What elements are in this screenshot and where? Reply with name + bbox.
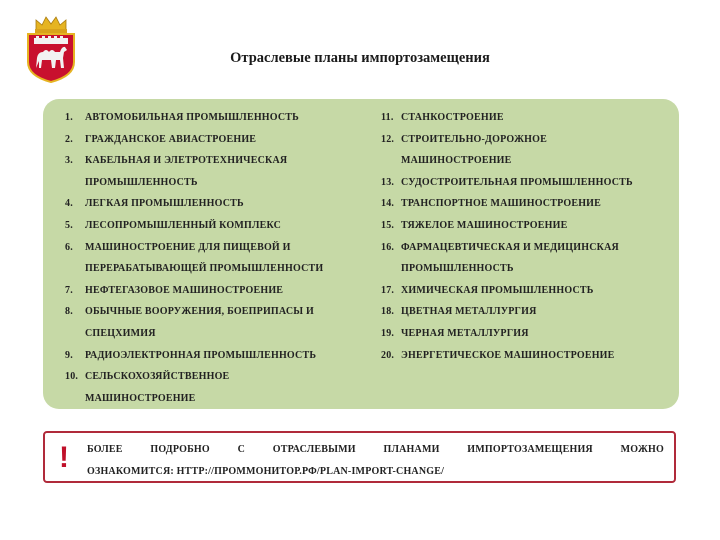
plan-item [65,129,383,151]
plan-item [381,215,681,237]
notice-box [43,431,676,483]
plan-item-label: АВТОМОБИЛЬНАЯ ПРОМЫШЛЕННОСТЬ [85,112,299,123]
plan-item-label: СТРОИТЕЛЬНО-ДОРОЖНОЕ МАШИНОСТРОЕНИЕ [401,133,548,167]
plan-item-number: 14. [381,198,395,210]
plan-item-label: ТРАНСПОРТНОЕ МАШИНОСТРОЕНИЕ [401,198,602,210]
plan-item-label: ТЯЖЕЛОЕ МАШИНОСТРОЕНИЕ [401,219,568,231]
plan-item [65,193,383,215]
plan-item [381,301,681,323]
plan-item-label: СТАНКОСТРОЕНИЕ [401,112,504,123]
plan-item [381,107,681,129]
plan-item-number: 16. [381,241,395,253]
plan-item-label: ЛЕГКАЯ ПРОМЫШЛЕННОСТЬ [85,198,244,210]
notice-text [87,439,664,483]
plans-list-left [65,107,383,409]
plan-item [381,280,681,302]
plan-item [381,237,681,280]
plan-item [381,323,681,345]
plan-item-label: КАБЕЛЬНАЯ И ЭЛЕТРОТЕХНИЧЕСКАЯ ПРОМЫШЛЕННОСТЬ [85,155,288,188]
plan-item [65,237,383,280]
plan-item-label: ЧЕРНАЯ МЕТАЛЛУРГИЯ [401,327,529,339]
plan-item-number: 9. [65,349,73,361]
plan-item-number: 6. [65,241,73,253]
plan-item-label: СЕЛЬСКОХОЗЯЙСТВЕННОЕ МАШИНОСТРОЕНИЕ [85,371,230,404]
plan-item [381,193,681,215]
plan-item [65,150,383,193]
plan-item [65,301,383,344]
plan-item [65,345,383,367]
plan-item [381,345,681,367]
plan-item-number: 19. [381,327,395,339]
plan-item [381,172,681,194]
plan-item-number: 5. [65,219,73,231]
plan-item-label: РАДИОЭЛЕКТРОННАЯ ПРОМЫШЛЕННОСТЬ [85,349,317,361]
plan-item-number: 20. [381,349,395,361]
plan-item-number: 15. [381,219,395,231]
plans-list-right [381,107,681,366]
plan-item-number: 17. [381,284,395,296]
plan-item-number: 10. [65,371,79,383]
plan-item-number: 11. [381,112,394,123]
plan-item-number: 4. [65,198,73,210]
plan-item [65,107,383,129]
page-title: Отраслевые планы импортозамещения [230,50,490,66]
plan-item-label: ЛЕСОПРОМЫШЛЕННЫЙ КОМПЛЕКС [85,219,282,231]
plan-item-label: ФАРМАЦЕВТИЧЕСКАЯ И МЕДИЦИНСКАЯ ПРОМЫШЛЕННОСТЬ [401,241,619,275]
exclamation-icon: ! [59,441,69,474]
plan-item-label: ОБЫЧНЫЕ ВООРУЖЕНИЯ, БОЕПРИПАСЫ И СПЕЦХИМИЯ [85,306,314,339]
plan-item [65,280,383,302]
plan-item-number: 7. [65,284,73,296]
plan-item [381,129,681,172]
coat-of-arms-icon [22,14,80,84]
notice-line-1: БОЛЕЕ ПОДРОБНО С ОТРАСЛЕВЫМИ ПЛАНАМИ ИМПОРТОЗАМЕЩЕНИЯ МОЖНО [87,444,664,455]
plan-item [65,366,383,409]
plan-item-label: СУДОСТРОИТЕЛЬНАЯ ПРОМЫШЛЕННОСТЬ [401,176,633,188]
plan-item-number: 18. [381,306,395,318]
plan-item-label: ХИМИЧЕСКАЯ ПРОМЫШЛЕННОСТЬ [401,284,594,296]
plan-item-number: 1. [65,112,73,123]
plan-item-label: ЦВЕТНАЯ МЕТАЛЛУРГИЯ [401,306,537,318]
plan-item-number: 12. [381,133,395,145]
plan-item-number: 8. [65,306,73,318]
plan-item-label: ГРАЖДАНСКОЕ АВИАСТРОЕНИЕ [85,133,257,145]
plans-panel [43,99,679,409]
plan-item-number: 3. [65,155,73,167]
plan-item [65,215,383,237]
plan-item-label: НЕФТЕГАЗОВОЕ МАШИНОСТРОЕНИЕ [85,284,284,296]
plan-item-label: ЭНЕРГЕТИЧЕСКОЕ МАШИНОСТРОЕНИЕ [401,349,615,361]
plan-item-label: МАШИНОСТРОЕНИЕ ДЛЯ ПИЩЕВОЙ И ПЕРЕРАБАТЫВАЮЩЕЙ ПРОМЫШЛЕННОСТИ [85,241,324,275]
plan-item-number: 2. [65,133,73,145]
plan-item-number: 13. [381,176,395,188]
notice-line-2[interactable]: ОЗНАКОМИТСЯ: HTTP://ПРОММОНИТОР.РФ/PLAN-IMPORT-CHANGE/ [87,466,445,477]
